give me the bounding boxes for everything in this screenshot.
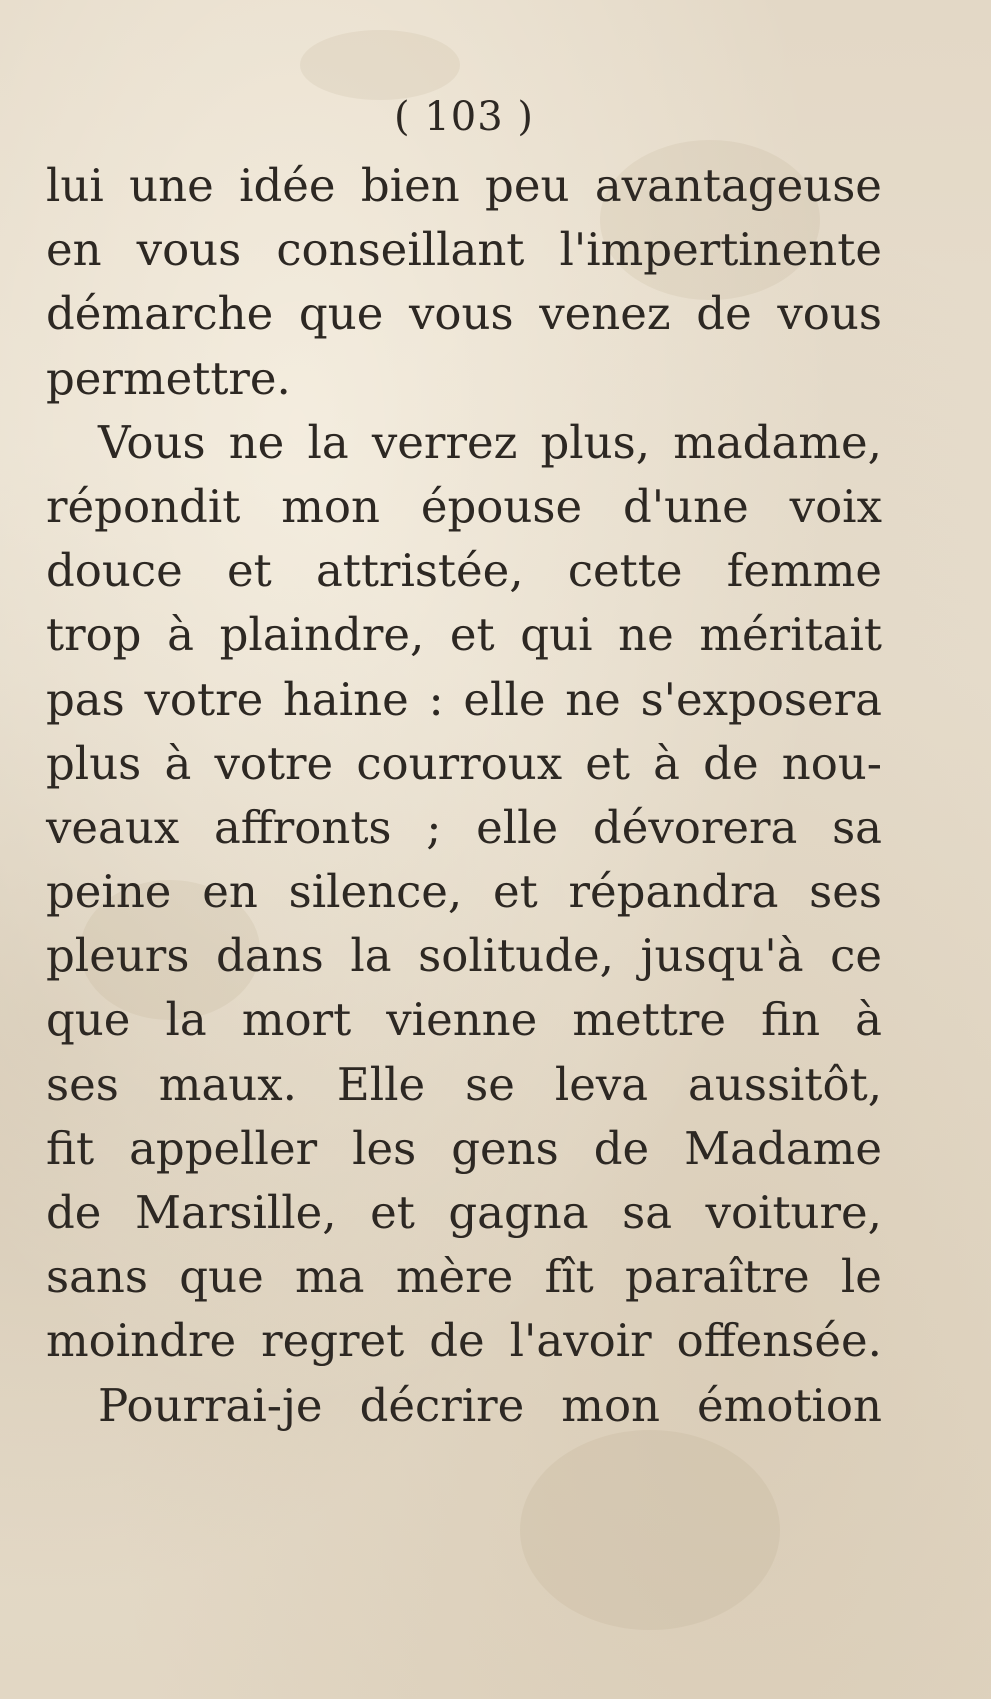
word: qui	[520, 608, 593, 662]
word: fit	[46, 1121, 95, 1175]
word: se	[465, 1057, 515, 1111]
word: et	[585, 736, 630, 790]
word: répondit	[46, 479, 241, 533]
word: en	[46, 223, 102, 277]
text-line	[46, 411, 882, 475]
word: mettre	[572, 993, 726, 1047]
word: gagna	[448, 1186, 589, 1239]
text-lines	[46, 154, 882, 1438]
word: cette	[567, 544, 683, 598]
word: dans	[216, 929, 324, 983]
text-line	[46, 347, 882, 411]
word: mon	[561, 1378, 661, 1432]
word: regret	[261, 1314, 405, 1368]
word: que	[298, 287, 384, 341]
word: madame,	[673, 415, 882, 469]
text-line	[46, 732, 882, 796]
text-line	[46, 1053, 882, 1117]
word: voix	[789, 479, 882, 533]
word: ses	[46, 1057, 119, 1111]
word: que	[179, 1250, 264, 1304]
word: offensée.	[676, 1314, 882, 1368]
word: la	[350, 929, 392, 983]
word: vous	[136, 223, 242, 277]
word: une	[129, 159, 214, 212]
text-line	[46, 475, 882, 539]
word: mort	[241, 993, 352, 1047]
text-line	[46, 988, 882, 1052]
word: fin	[761, 993, 821, 1047]
word: ne	[618, 608, 674, 662]
word: de	[703, 736, 759, 790]
word: verrez	[371, 415, 518, 469]
word: Madame	[684, 1121, 882, 1175]
word: Vous	[98, 415, 206, 469]
word: Elle	[336, 1057, 426, 1111]
word: en	[202, 865, 258, 919]
word: elle	[463, 672, 546, 726]
word: à	[653, 736, 680, 790]
word: ce	[830, 929, 882, 983]
word: la	[307, 415, 349, 469]
word: haine	[282, 672, 409, 726]
word: gens	[451, 1121, 559, 1175]
word: ne	[228, 415, 285, 469]
word: paraître	[625, 1250, 810, 1304]
text-line	[46, 1117, 882, 1181]
word: ses	[809, 865, 882, 919]
word: démarche	[46, 287, 274, 341]
word: douce	[46, 544, 183, 598]
word: sa	[832, 800, 882, 854]
word: votre	[214, 736, 334, 790]
word: plaindre,	[219, 608, 425, 662]
word: ma	[295, 1250, 365, 1304]
word: à	[167, 608, 194, 662]
word: appeller	[129, 1121, 318, 1175]
word: vienne	[386, 993, 538, 1047]
text-line	[46, 796, 882, 860]
word: maux.	[158, 1057, 297, 1111]
word: de	[593, 1121, 650, 1175]
word: à	[164, 736, 192, 790]
word: peine	[46, 865, 172, 919]
word: d'une	[622, 479, 749, 533]
word: plus,	[540, 415, 651, 469]
word: voiture,	[705, 1186, 882, 1239]
word: la	[165, 993, 207, 1047]
word: le	[840, 1250, 882, 1304]
text-line	[46, 282, 882, 346]
word: Marsille,	[134, 1186, 337, 1239]
page-number: ( 103 )	[394, 94, 534, 140]
word: bien	[360, 159, 460, 212]
text-line	[46, 218, 882, 282]
word: fît	[544, 1250, 594, 1304]
text-line	[46, 1374, 882, 1438]
word: jusqu'à	[640, 929, 804, 983]
text-line	[46, 1181, 882, 1245]
text-line	[46, 539, 882, 603]
text-line	[46, 860, 882, 924]
word: elle	[476, 800, 559, 854]
text-line	[46, 924, 882, 988]
word: l'impertinente	[559, 223, 882, 277]
text-line	[46, 668, 882, 732]
word: l'avoir	[509, 1314, 652, 1368]
word: veaux	[46, 800, 180, 854]
word: :	[428, 672, 444, 726]
word: sans	[46, 1250, 148, 1304]
word: vous	[777, 287, 882, 341]
word: les	[352, 1121, 417, 1175]
word: de	[46, 1186, 102, 1239]
word: sa	[622, 1186, 673, 1239]
word: pleurs	[46, 929, 190, 983]
word: de	[696, 287, 752, 341]
word: votre	[144, 672, 264, 726]
word: moindre	[46, 1314, 237, 1368]
text-line	[46, 1245, 882, 1309]
word: conseillant	[276, 223, 525, 277]
word: à	[855, 993, 882, 1047]
word: répandra	[568, 865, 779, 919]
word: et	[449, 608, 495, 662]
word: lui	[46, 159, 104, 212]
word: Pourrai-je	[98, 1378, 323, 1432]
word: ne	[565, 672, 621, 726]
word: s'exposera	[640, 672, 882, 726]
page-text	[46, 92, 882, 1438]
word: méritait	[699, 608, 882, 662]
word: plus	[46, 736, 142, 790]
word: de	[429, 1314, 485, 1368]
word: émotion	[697, 1378, 882, 1432]
word: idée	[239, 159, 336, 212]
word: peu	[485, 159, 570, 212]
word: et	[493, 865, 538, 919]
word: leva	[554, 1057, 649, 1111]
word: silence,	[288, 865, 463, 919]
word: courroux	[356, 736, 563, 790]
word: aussitôt,	[688, 1057, 882, 1111]
word: attristée,	[315, 544, 524, 598]
word: trop	[46, 608, 142, 662]
word: solitude,	[418, 929, 614, 983]
word: vous	[409, 287, 514, 341]
word: mon	[281, 479, 380, 533]
word: affronts	[213, 800, 392, 854]
word: épouse	[420, 479, 583, 533]
word: femme	[726, 544, 882, 598]
word: venez	[539, 287, 671, 341]
word: et	[226, 544, 272, 598]
word: pas	[46, 672, 125, 726]
word: nou-	[781, 736, 882, 790]
text-line	[46, 154, 882, 218]
word: que	[46, 993, 131, 1047]
text-line	[46, 603, 882, 667]
word: avantageuse	[594, 159, 882, 212]
text-line	[46, 1309, 882, 1373]
word: ;	[426, 800, 442, 854]
word: décrire	[359, 1378, 525, 1432]
word: dévorera	[592, 800, 798, 854]
word: mère	[395, 1250, 514, 1304]
word: permettre.	[46, 351, 291, 405]
word: et	[370, 1186, 415, 1239]
